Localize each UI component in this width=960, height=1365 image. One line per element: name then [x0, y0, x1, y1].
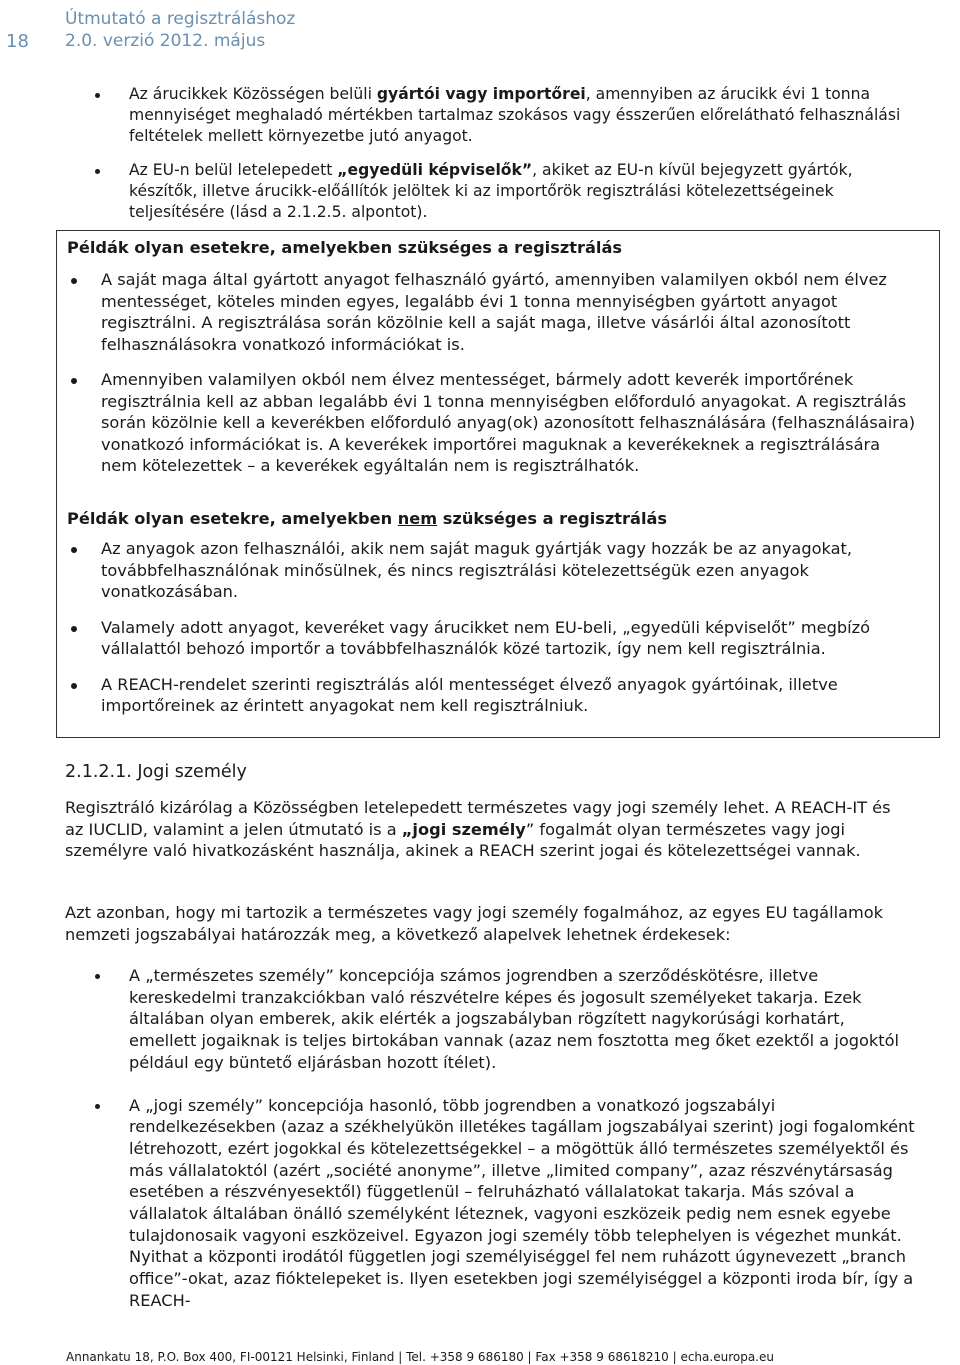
bullet-icon — [95, 93, 100, 98]
list-item: Az árucikkek Közösségen belüli gyártói vagy importőrei, amennyiben az árucikk évi 1 tonna mennyiséget meghaladó mértékben tartalmaz szokásos vagy ésszerűen előrelátható felhasználási feltételek mellett környezetbe jutó anyagot. — [95, 84, 915, 147]
list-item: A „jogi személy” koncepciója hasonló, több jogrendben a vonatkozó jogszabályi rendelkezésekben (azaz a székhelyükön illetékes tagállam jogszabályai szerint) jogi fogalomként létrehozott, ezért jogokkal és kötelezettségekkel – a mögöttük álló természetes személyektől és más vállalatoktól (azért „société anonyme”, illetve „limited company”, azaz részvénytársaság esetében a részvényesektől) függetlenül – felruházható vállalatokat takarja. Más szóval a vállalatok általában önálló személyként léteznek, vagyoni eszközeik pedig nem esnek egyebe tulajdonosaik vagyoni eszközeivel. Egyazon jogi személy több telephelyen is végezhet munkát. Nyithat a központi irodától független jogi személyiséggel fel nem ruházott úgynevezett „branch office”-okat, azaz fióktelepeket is. Ilyen esetekben jogi személyiséggel a központi iroda bír, így a REACH- — [95, 1095, 915, 1312]
list-item: Az EU-n belül letelepedett „egyedüli képviselők”, akiket az EU-n kívül bejegyzett gyártók, készítők, illetve árucikk-előállítók jelöltek ki az importőrök regisztrálási kötelezettségeinek teljesítésére (lásd a 2.1.2.5. alpontot). — [95, 160, 915, 223]
bullet-icon — [95, 974, 100, 979]
bullet-icon — [71, 547, 77, 553]
paragraph: Azt azonban, hogy mi tartozik a természetes vagy jogi személy fogalmához, az egyes EU tagállamok nemzeti jogszabályai határozzák meg, a következő alapelvek lehetnek érdekesek: — [65, 903, 884, 944]
list-item: Valamely adott anyagot, keveréket vagy árucikket nem EU-beli, „egyedüli képviselőt” megbízó vállalattól behozó importőr a továbbfelhasználók közé tartozik, így nem kell regisztrálnia. — [71, 617, 921, 660]
examples-required-heading: Példák olyan esetekre, amelyekben szükséges a regisztrálás — [67, 238, 623, 257]
top-bullet-list — [95, 84, 915, 223]
list-item: A saját maga által gyártott anyagot felhasználó gyártó, amennyiben valamilyen okból nem élvez mentességet, köteles minden egyes, legalább évi 1 tonna mennyiségben gyártott anyagot regisztrálni. A regisztrálása során közölnie kell a saját maga, illetve vásárlói által azonosított felhasználásokra vonatkozó információkat is. — [71, 269, 921, 355]
bullet-icon — [95, 1104, 100, 1109]
examples-not-required-list — [71, 538, 921, 717]
examples-not-required-heading: Példák olyan esetekre, amelyekben nem szükséges a regisztrálás — [67, 509, 668, 528]
list-item: Az anyagok azon felhasználói, akik nem saját maguk gyártják vagy hozzák be az anyagokat, továbbfelhasználónak minősülnek, és nincs regisztrálási kötelezettségük ezen anyagok vonatkozásában. — [71, 538, 921, 603]
list-item: A „természetes személy” koncepciója számos jogrendben a szerződéskötésre, illetve kereskedelmi tranzakciókban való részvételre képes és jogosult személyeket takarja. Ezek általában olyan emberek, akik elérték a jogszabályban rögzített nagykorúsági korhatárt, emellett jogaiknak is teljes birtokában vannak (azaz nem fosztotta meg őket ezektől a jogoktól például egy büntető eljárásban hozott ítélet). — [95, 965, 915, 1074]
person-concepts-list — [95, 965, 915, 1312]
list-item: Amennyiben valamilyen okból nem élvez mentességet, bármely adott keverék importőrének regisztrálnia kell az abban legalább évi 1 tonna mennyiségben előforduló anyagokat. A regisztrálás során közölnie kell a keverékben előforduló anyag(ok) azonosított felhasználására (felhasználásaira) vonatkozó információkat is. A keverékek importőrei maguknak a keverékeknek a regisztrálására nem kötelezettek – a keverékek egyáltalán nem is regisztrálhatók. — [71, 369, 921, 477]
header-title: Útmutató a regisztráláshoz — [65, 9, 296, 29]
examples-box — [56, 230, 940, 738]
page-header — [0, 0, 960, 60]
page-footer: Annankatu 18, P.O. Box 400, FI-00121 Helsinki, Finland | Tel. +358 9 686180 | Fax +358 9 68618210 | echa.europa.eu — [66, 1350, 774, 1364]
paragraph: Regisztráló kizárólag a Közösségben letelepedett természetes vagy jogi személy lehet. A REACH-IT és az IUCLID, valamint a jelen útmutató is a „jogi személy” fogalmát olyan természetes vagy jogi személyre való hivatkozásként használja, akinek a REACH szerint jogai és kötelezettségei vannak. — [65, 798, 891, 861]
section-heading: 2.1.2.1. Jogi személy — [65, 762, 247, 782]
bullet-icon — [71, 378, 77, 384]
page-number: 18 — [6, 31, 29, 52]
header-version-date: 2.0. verzió 2012. május — [65, 31, 266, 51]
bullet-icon — [71, 683, 77, 689]
bullet-icon — [71, 626, 77, 632]
bullet-icon — [95, 169, 100, 174]
list-item: A REACH-rendelet szerinti regisztrálás alól mentességet élvező anyagok gyártóinak, illetve importőreinek az érintett anyagokat nem kell regisztrálniuk. — [71, 674, 921, 717]
bullet-icon — [71, 278, 77, 284]
examples-required-list — [71, 269, 921, 477]
